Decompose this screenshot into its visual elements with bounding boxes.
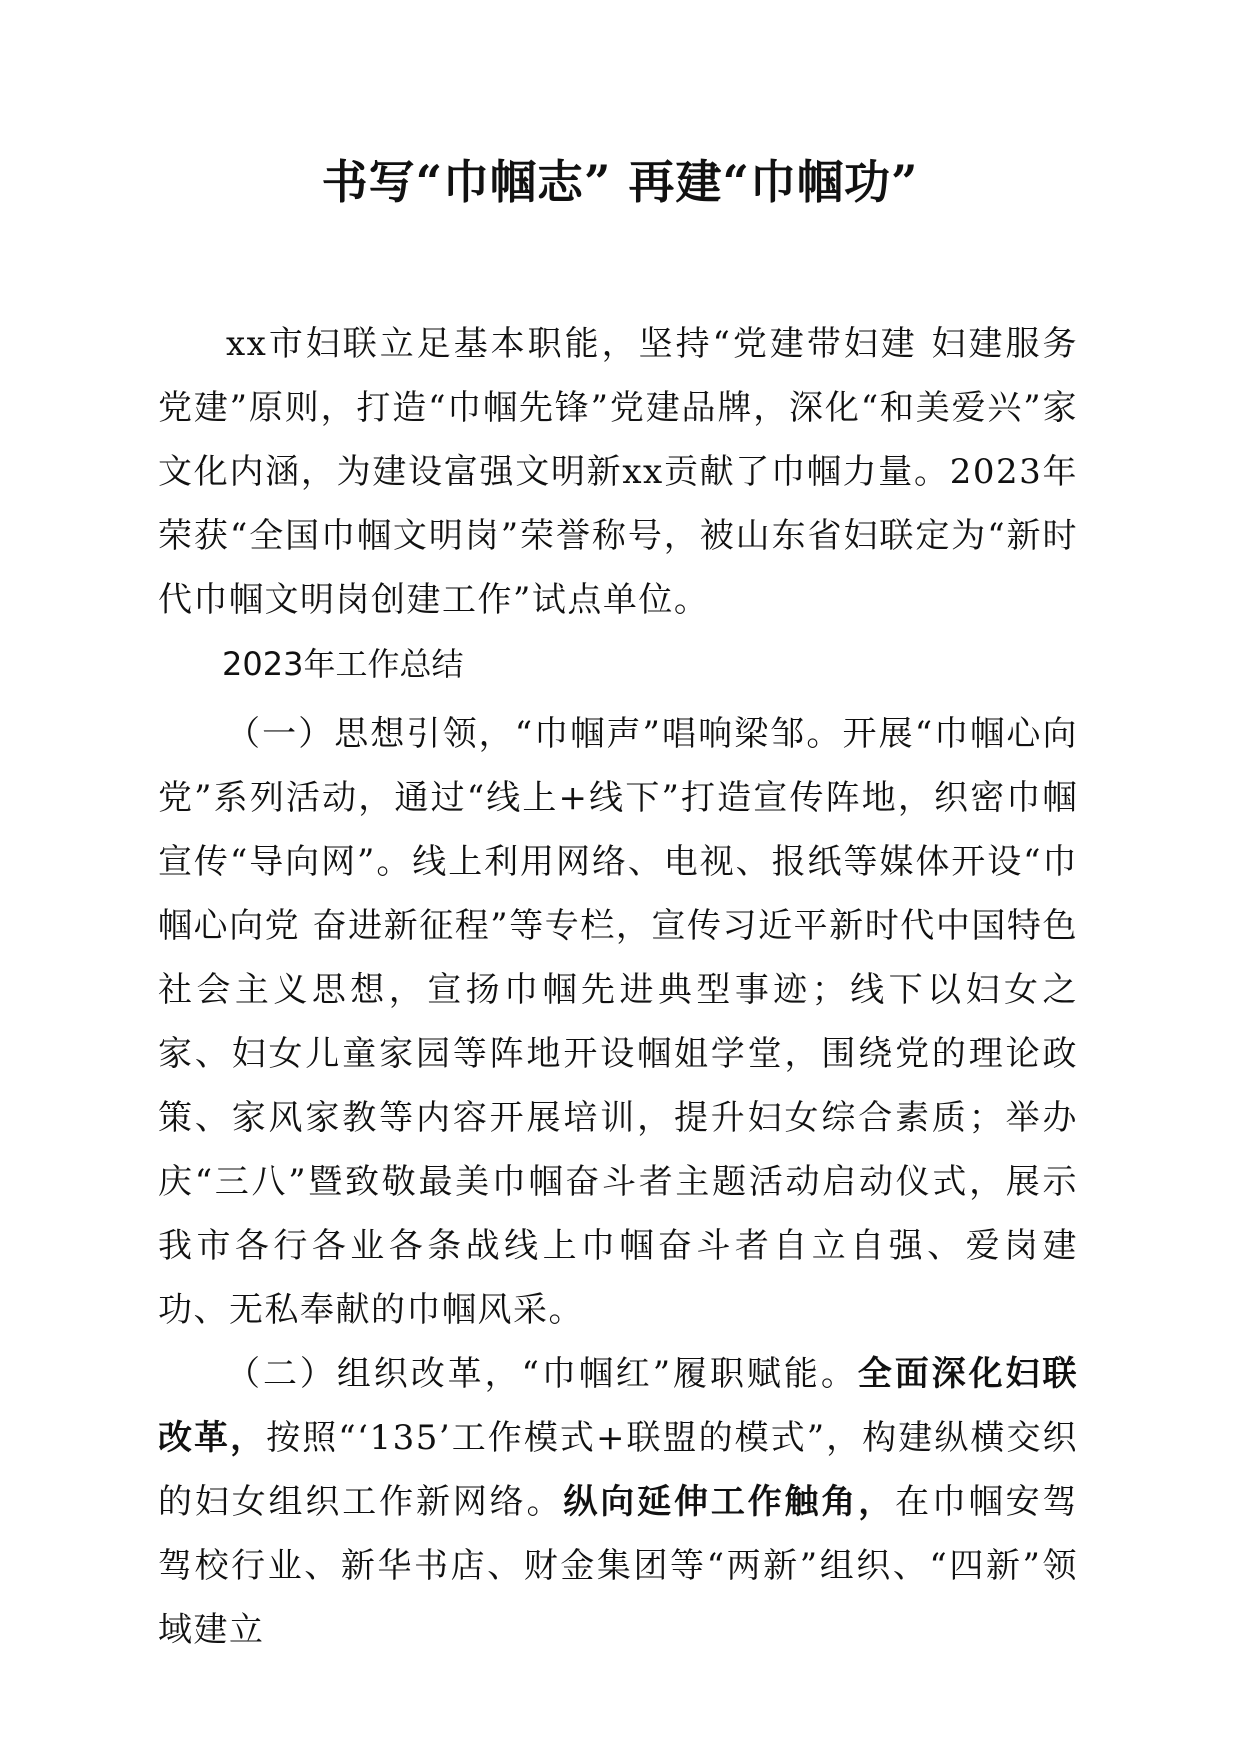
section-2-paragraph bbox=[158, 1342, 1078, 1662]
section-2-text-3: 在巾帼安驾驾校行业、新华书店、财金集团等“两新”组织、“四新”领域建立 bbox=[158, 1482, 1079, 1650]
section-2-bold-1: 全面深化妇联改革， bbox=[158, 1354, 1079, 1458]
intro-paragraph: xx市妇联立足基本职能，坚持“党建带妇建 妇建服务党建”原则，打造“巾帼先锋”党建品牌，深化“和美爱兴”家文化内涵，为建设富强文明新xx贡献了巾帼力量。2023年荣获“全国巾帼文明岗”荣誉称号，被山东省妇联定为“新时代巾帼文明岗创建工作”试点单位。 bbox=[158, 324, 1078, 620]
section-1-paragraph: （一）思想引领，“巾帼声”唱响梁邹。开展“巾帼心向党”系列活动，通过“线上+线下”打造宣传阵地，织密巾帼宣传“导向网”。线上利用网络、电视、报纸等媒体开设“巾帼心向党 奋进新征程”等专栏，宣传习近平新时代中国特色社会主义思想，宣扬巾帼先进典型事迹；线下以妇女之家、妇女儿童家园等阵地开设帼姐学堂，围绕党的理论政策、家风家教等内容开展培训，提升妇女综合素质；举办庆“三八”暨致敬最美巾帼奋斗者主题活动启动仪式，展示我市各行各业各条战线上巾帼奋斗者自立自强、爱岗建功、无私奉献的巾帼风采。 bbox=[158, 714, 1078, 1330]
document-title: 书写“巾帼志” 再建“巾帼功” bbox=[321, 155, 919, 209]
section-2-bold-2: 纵向延伸工作触角， bbox=[563, 1482, 896, 1522]
section-heading: 2023年工作总结 bbox=[222, 645, 464, 683]
section-2-text-1: （二）组织改革，“巾帼红”履职赋能。 bbox=[226, 1354, 858, 1394]
document-body bbox=[158, 312, 1078, 1662]
section-2-text-2: 按照“‘135’工作模式+联盟的模式”，构建纵横交织的妇女组织工作新网络。 bbox=[158, 1418, 1079, 1522]
